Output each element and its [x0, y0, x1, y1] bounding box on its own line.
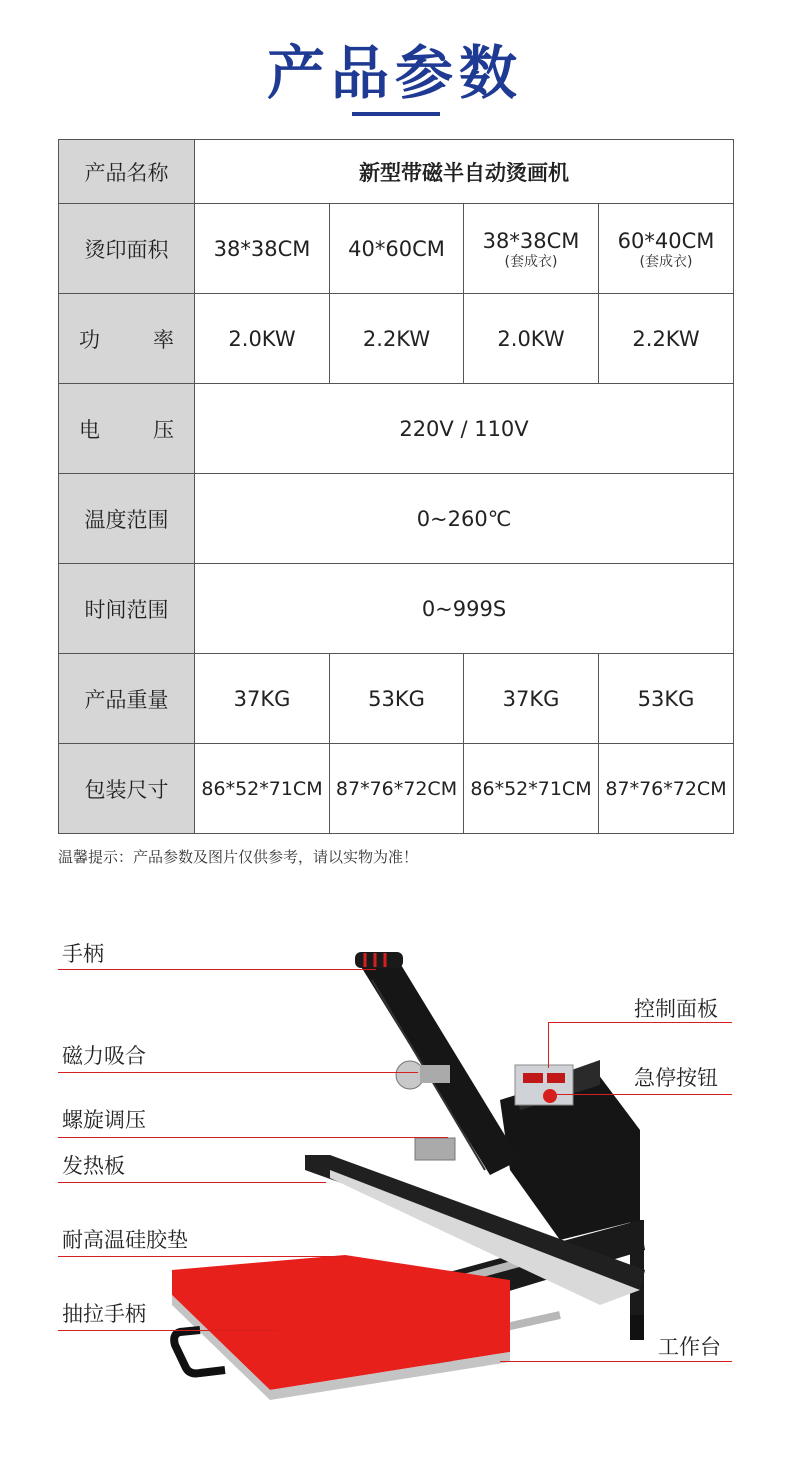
magnet-knob	[396, 1061, 424, 1089]
area-note: (套成衣)	[504, 253, 558, 270]
display	[523, 1073, 543, 1083]
table-row	[59, 140, 734, 204]
callout-magnet: 磁力吸合	[62, 1044, 146, 1068]
weight-cell: 37KG	[464, 654, 599, 744]
leader-line	[58, 1072, 418, 1073]
package-cell: 87*76*72CM	[599, 744, 734, 834]
row-label	[59, 384, 195, 474]
row-label: 烫印面积	[59, 204, 195, 294]
disclaimer-note: 温馨提示：产品参数及图片仅供参考，请以实物为准！	[58, 848, 419, 866]
table-row	[59, 564, 734, 654]
display	[547, 1073, 565, 1083]
row-label: 温度范围	[59, 474, 195, 564]
row-label: 包装尺寸	[59, 744, 195, 834]
table-row	[59, 654, 734, 744]
area-note: (套成衣)	[639, 253, 693, 270]
table-row	[59, 474, 734, 564]
table-row	[59, 384, 734, 474]
weight-cell: 37KG	[195, 654, 330, 744]
voltage-value: 220V / 110V	[195, 384, 734, 474]
table-row	[59, 204, 734, 294]
leader-line	[58, 1182, 326, 1183]
row-label: 产品名称	[59, 140, 195, 204]
spec-table	[58, 139, 734, 834]
leader-line	[58, 969, 376, 970]
table-row	[59, 744, 734, 834]
handle-grip	[355, 952, 403, 968]
title-underline	[352, 112, 440, 116]
row-label	[59, 294, 195, 384]
area-cell	[195, 204, 330, 294]
area-value: 40*60CM	[348, 236, 445, 261]
power-cell: 2.0KW	[464, 294, 599, 384]
area-cell	[599, 204, 734, 294]
leader-line	[58, 1256, 348, 1257]
power-cell: 2.0KW	[195, 294, 330, 384]
callout-control-panel: 控制面板	[634, 997, 718, 1021]
area-value: 60*40CM	[617, 228, 715, 253]
workbench-leg	[630, 1315, 644, 1340]
power-cell: 2.2KW	[330, 294, 464, 384]
page-title: 产品参数	[266, 39, 523, 107]
pressure-screw	[415, 1138, 455, 1160]
area-cell	[330, 204, 464, 294]
callout-silicone-pad: 耐高温硅胶垫	[62, 1228, 188, 1252]
weight-cell: 53KG	[599, 654, 734, 744]
product-name-value: 新型带磁半自动烫画机	[195, 140, 734, 204]
magnet-shaft	[420, 1065, 450, 1083]
package-cell: 87*76*72CM	[330, 744, 464, 834]
callout-workbench: 工作台	[658, 1335, 721, 1359]
emergency-stop-icon	[543, 1089, 557, 1103]
leader-line	[58, 1330, 278, 1331]
leader-line	[556, 1094, 732, 1095]
row-label-part: 电	[79, 417, 100, 442]
callout-pull-handle: 抽拉手柄	[62, 1302, 146, 1326]
area-cell	[464, 204, 599, 294]
row-label-part: 率	[153, 327, 174, 352]
area-value: 38*38CM	[213, 236, 311, 261]
area-value: 38*38CM	[482, 228, 580, 253]
callout-heat-plate: 发热板	[62, 1154, 125, 1178]
callout-emergency-stop: 急停按钮	[634, 1066, 718, 1090]
callout-handle: 手柄	[62, 942, 104, 966]
callout-screw: 螺旋调压	[62, 1108, 146, 1132]
power-cell: 2.2KW	[599, 294, 734, 384]
row-label: 时间范围	[59, 564, 195, 654]
table-row	[59, 294, 734, 384]
row-label-part: 压	[153, 417, 174, 442]
leader-line	[548, 1022, 549, 1068]
leader-line	[500, 1361, 732, 1362]
weight-cell: 53KG	[330, 654, 464, 744]
package-cell: 86*52*71CM	[464, 744, 599, 834]
temperature-value: 0~260℃	[195, 474, 734, 564]
leader-line	[58, 1137, 448, 1138]
time-value: 0~999S	[195, 564, 734, 654]
row-label-part: 功	[79, 327, 100, 352]
leader-line	[548, 1022, 732, 1023]
package-cell: 86*52*71CM	[195, 744, 330, 834]
row-label: 产品重量	[59, 654, 195, 744]
